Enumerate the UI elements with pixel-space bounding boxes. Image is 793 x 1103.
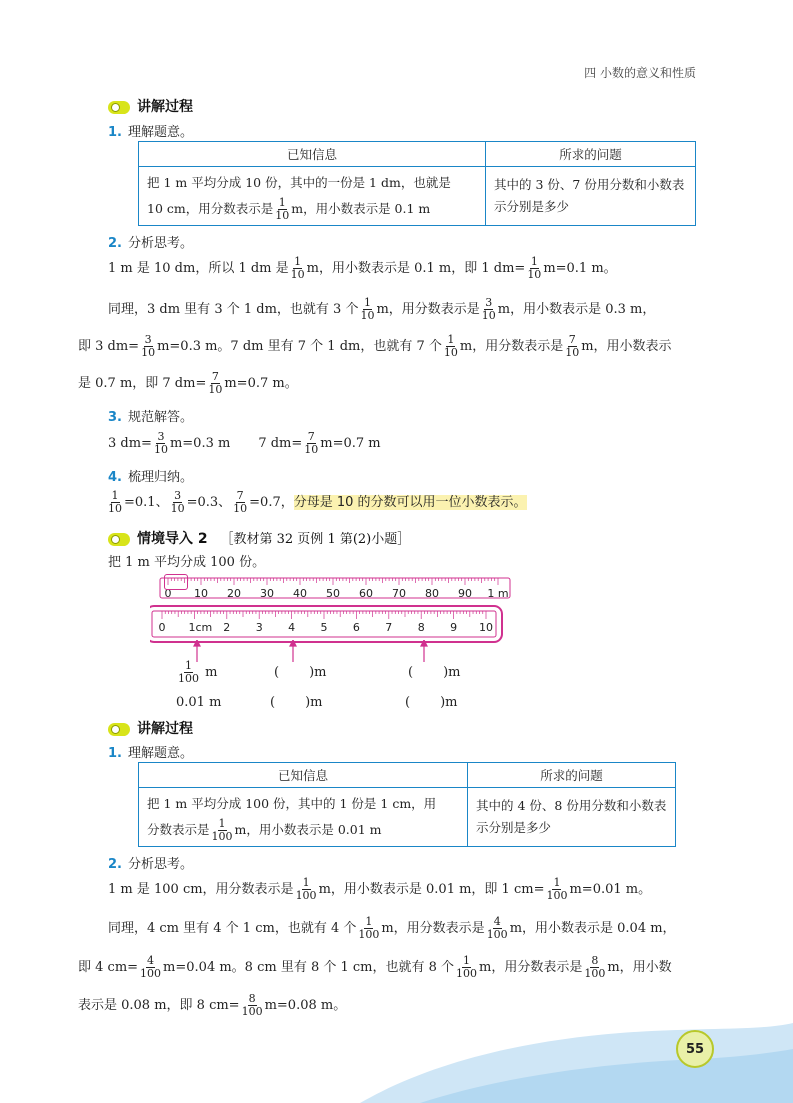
paragraph (108, 297, 655, 322)
denominator: 10 (481, 309, 496, 322)
numerator: 1 (363, 296, 371, 309)
ruler-label: 1 m (487, 587, 509, 600)
table-header-question: 所求的问题 (486, 142, 696, 167)
fraction (546, 877, 567, 902)
bracket-open: ( (408, 665, 414, 680)
text: m=0.04 m。8 cm 里有 8 个 1 cm，也就有 8 个 (163, 960, 455, 975)
numerator: 1 (294, 255, 302, 268)
ruler-label: 10 (194, 587, 208, 600)
zoom-label: 10 (479, 621, 493, 634)
numerator: 7 (568, 333, 576, 346)
ruler-label: 20 (227, 587, 241, 600)
numerator: 1 (553, 876, 561, 889)
numerator: 7 (236, 489, 244, 502)
fraction (444, 334, 458, 359)
decorative-wave (0, 993, 793, 1103)
text: m，用小数表示是 0.1 m，即 1 dm= (306, 261, 526, 276)
step-text: 规范解答。 (127, 410, 193, 425)
fraction (482, 297, 496, 322)
numerator: 8 (248, 992, 256, 1005)
text: =0.3、 (186, 495, 232, 510)
text: m=0.3 m。7 dm 里有 7 个 1 dm，也就有 7 个 (157, 339, 442, 354)
ruler-label: 70 (392, 587, 406, 600)
text: 是 0.7 m，即 7 dm= (78, 376, 207, 391)
denominator: 10 (233, 502, 248, 515)
denominator: 100 (486, 928, 508, 941)
zoom-label: 9 (450, 621, 458, 634)
zoom-label: 6 (352, 621, 360, 634)
arrow-head (194, 640, 200, 646)
fraction (584, 955, 605, 980)
step-number: 4. (108, 470, 122, 485)
known-line (147, 817, 459, 843)
table-header-known: 已知信息 (139, 763, 468, 788)
summary-line (106, 490, 527, 515)
section-title-text: 讲解过程 (137, 721, 193, 737)
denominator: 10 (290, 268, 305, 281)
text: m，用小数表示是 0.01 m (234, 822, 382, 837)
section-bullet-icon (108, 101, 130, 114)
denominator: 10 (360, 309, 375, 322)
text: 同理，4 cm 里有 4 个 1 cm，也就有 4 个 (108, 921, 357, 936)
blank-answer-8cm-fraction (408, 665, 460, 680)
zoom-label: 1cm (188, 621, 213, 634)
text: 3 dm= (108, 436, 152, 451)
table-cell-known (139, 167, 486, 226)
numerator: 1 (302, 876, 310, 889)
arrow-head (290, 640, 296, 646)
table-cell-known (139, 788, 468, 847)
fraction (140, 955, 161, 980)
denominator: 10 (141, 346, 156, 359)
paragraph (108, 916, 676, 941)
known-line: 把 1 m 平均分成 100 份，其中的 1 份是 1 cm，用 (147, 796, 437, 811)
text: 同理，3 dm 里有 3 个 1 dm，也就有 3 个 (108, 302, 359, 317)
numerator: 4 (147, 954, 155, 967)
numerator: 8 (591, 954, 599, 967)
step-number: 2. (108, 857, 122, 872)
step-4 (108, 466, 193, 485)
step-text: 分析思考。 (127, 857, 193, 872)
bracket-open: ( (270, 695, 276, 710)
denominator: 10 (304, 443, 319, 456)
info-table (138, 141, 696, 226)
bracket-open: ( (274, 665, 280, 680)
fraction (527, 256, 541, 281)
table-header-known: 已知信息 (139, 142, 486, 167)
denominator: 10 (275, 209, 290, 222)
denominator: 100 (241, 1005, 263, 1018)
section-title-text: 讲解过程 (137, 99, 193, 115)
text: m=0.01 m。 (569, 882, 652, 897)
zoom-source-marker (164, 574, 188, 590)
answer-line (108, 431, 381, 456)
known-line (147, 196, 477, 222)
info-table (138, 762, 676, 847)
paragraph (108, 256, 617, 281)
step-2 (108, 232, 193, 251)
text: m，用分数表示是 (381, 921, 485, 936)
zoom-label: 5 (320, 621, 328, 634)
bracket-close: )m (309, 665, 327, 680)
unit: m (205, 665, 218, 680)
denominator: 100 (546, 889, 568, 902)
fraction (208, 371, 222, 396)
ruler-label: 50 (326, 587, 340, 600)
fraction (487, 916, 508, 941)
numerator: 1 (218, 817, 226, 830)
scenario-title-text: 情境导入 2 (137, 531, 208, 547)
bracket-close: )m (440, 695, 458, 710)
step-text: 分析思考。 (127, 236, 193, 251)
ruler-label: 90 (458, 587, 472, 600)
section-title (108, 718, 193, 738)
text: m=0.1 m。 (543, 261, 617, 276)
ruler-label: 30 (260, 587, 274, 600)
text: m，用分数表示是 (376, 302, 480, 317)
numerator: 1 (278, 196, 286, 209)
text: 7 dm= (258, 436, 303, 451)
denominator: 100 (456, 967, 478, 980)
denominator: 100 (178, 672, 199, 685)
step-text: 理解题意。 (127, 746, 193, 761)
numerator: 3 (157, 430, 165, 443)
fraction (154, 431, 168, 456)
fraction (178, 660, 199, 685)
known-line: 把 1 m 平均分成 10 份，其中的一份是 1 dm，也就是 (147, 175, 451, 190)
fraction (275, 197, 289, 222)
arrow-head (421, 640, 427, 646)
fraction (360, 297, 374, 322)
bracket-open: ( (405, 695, 411, 710)
fraction (233, 490, 247, 515)
numerator: 4 (493, 915, 501, 928)
text: m，用小数表示是 0.1 m (291, 201, 431, 216)
step-3 (108, 406, 193, 425)
text: =0.7， (249, 495, 294, 510)
text: m=0.7 m (320, 436, 381, 451)
fraction (171, 490, 185, 515)
fraction (291, 256, 305, 281)
textbook-reference: ［教材第 32 页例 1 第(2)小题］ (220, 532, 411, 547)
fraction (296, 877, 317, 902)
zoom-label: 2 (223, 621, 231, 634)
fraction (108, 490, 122, 515)
blank-answer-8cm-decimal (405, 695, 457, 710)
blank-answer-4cm-decimal (270, 695, 322, 710)
bracket-close: )m (443, 665, 461, 680)
text: 即 3 dm= (78, 339, 140, 354)
numerator: 7 (307, 430, 315, 443)
numerator: 1 (447, 333, 455, 346)
fraction (304, 431, 318, 456)
text: 即 4 cm= (78, 960, 139, 975)
text: 1 m 是 10 dm，所以 1 dm 是 (108, 261, 289, 276)
denominator: 100 (584, 967, 606, 980)
text: m，用小数表示是 0.04 m， (509, 921, 676, 936)
table-cell-question: 其中的 4 份、8 份用分数和小数表示分别是多少 (468, 788, 676, 847)
scenario-title (108, 528, 410, 548)
table-header-question: 所求的问题 (468, 763, 676, 788)
denominator: 10 (208, 383, 223, 396)
text: 10 cm，用分数表示是 (147, 201, 274, 216)
text: m，用小数 (607, 960, 672, 975)
ruler-label: 0 (164, 587, 172, 600)
numerator: 1 (530, 255, 538, 268)
ruler-label: 40 (293, 587, 307, 600)
text: m=0.7 m。 (224, 376, 298, 391)
fraction (456, 955, 477, 980)
paragraph (78, 371, 298, 396)
denominator: 10 (153, 443, 168, 456)
fraction (212, 818, 233, 843)
section-title (108, 96, 193, 116)
denominator: 100 (211, 830, 233, 843)
denominator: 10 (565, 346, 580, 359)
section-bullet-icon (108, 723, 130, 736)
step-number: 1. (108, 746, 122, 761)
text: m，用分数表示是 (459, 339, 564, 354)
numerator: 7 (211, 370, 219, 383)
zoom-label: 3 (255, 621, 263, 634)
denominator: 100 (140, 967, 162, 980)
text: m=0.08 m。 (264, 998, 347, 1013)
blank-answer-4cm-fraction (274, 665, 326, 680)
centimeter-ruler-zoom (150, 606, 502, 642)
text: 分数表示是 (147, 822, 210, 837)
denominator: 10 (443, 346, 458, 359)
text: =0.1、 (124, 495, 169, 510)
ruler-label: 60 (359, 587, 373, 600)
ruler-label: 80 (425, 587, 439, 600)
text: m，用分数表示是 (479, 960, 583, 975)
text: m，用小数表示是 0.3 m， (497, 302, 656, 317)
zoom-label: 0 (158, 621, 166, 634)
text: m=0.3 m (169, 436, 231, 451)
denominator: 10 (108, 502, 122, 515)
bracket-close: )m (305, 695, 323, 710)
denominator: 10 (170, 502, 185, 515)
step-text: 梳理归纳。 (127, 470, 193, 485)
numerator: 3 (485, 296, 493, 309)
step-1 (108, 121, 193, 140)
text: 表示是 0.08 m，即 8 cm= (78, 998, 240, 1013)
step-number: 2. (108, 236, 122, 251)
decimal-1cm: 0.01 m (176, 695, 222, 710)
paragraph (78, 334, 672, 359)
step-number: 1. (108, 125, 122, 140)
fraction (565, 334, 579, 359)
pointer-arrows (185, 640, 445, 664)
text: 1 m 是 100 cm，用分数表示是 (108, 882, 294, 897)
paragraph (108, 877, 651, 902)
numerator: 1 (111, 489, 119, 502)
numerator: 1 (365, 915, 373, 928)
scenario-intro: 把 1 m 平均分成 100 份。 (108, 555, 266, 570)
numerator: 3 (174, 489, 182, 502)
chapter-header: 四 小数的意义和性质 (584, 66, 696, 80)
paragraph (78, 955, 672, 980)
step-1 (108, 742, 193, 761)
step-text: 理解题意。 (127, 125, 193, 140)
fraction (141, 334, 155, 359)
section-bullet-icon (108, 533, 130, 546)
step-2 (108, 853, 193, 872)
zoom-label: 8 (417, 621, 425, 634)
highlighted-conclusion: 分母是 10 的分数可以用一位小数表示。 (293, 495, 527, 510)
numerator: 1 (463, 954, 471, 967)
denominator: 10 (527, 268, 542, 281)
zoom-label: 4 (288, 621, 296, 634)
denominator: 100 (358, 928, 380, 941)
fraction (358, 916, 379, 941)
numerator: 1 (185, 659, 192, 672)
ruler-answer-row1 (176, 660, 217, 685)
denominator: 100 (295, 889, 317, 902)
numerator: 3 (144, 333, 152, 346)
text: m，用小数表示是 0.01 m，即 1 cm= (318, 882, 545, 897)
text: m，用小数表示 (581, 339, 672, 354)
zoom-label: 7 (385, 621, 393, 634)
table-cell-question: 其中的 3 份、7 份用分数和小数表示分别是多少 (486, 167, 696, 226)
page-number: 55 (676, 1030, 714, 1068)
meter-ruler (160, 578, 510, 600)
step-number: 3. (108, 410, 122, 425)
